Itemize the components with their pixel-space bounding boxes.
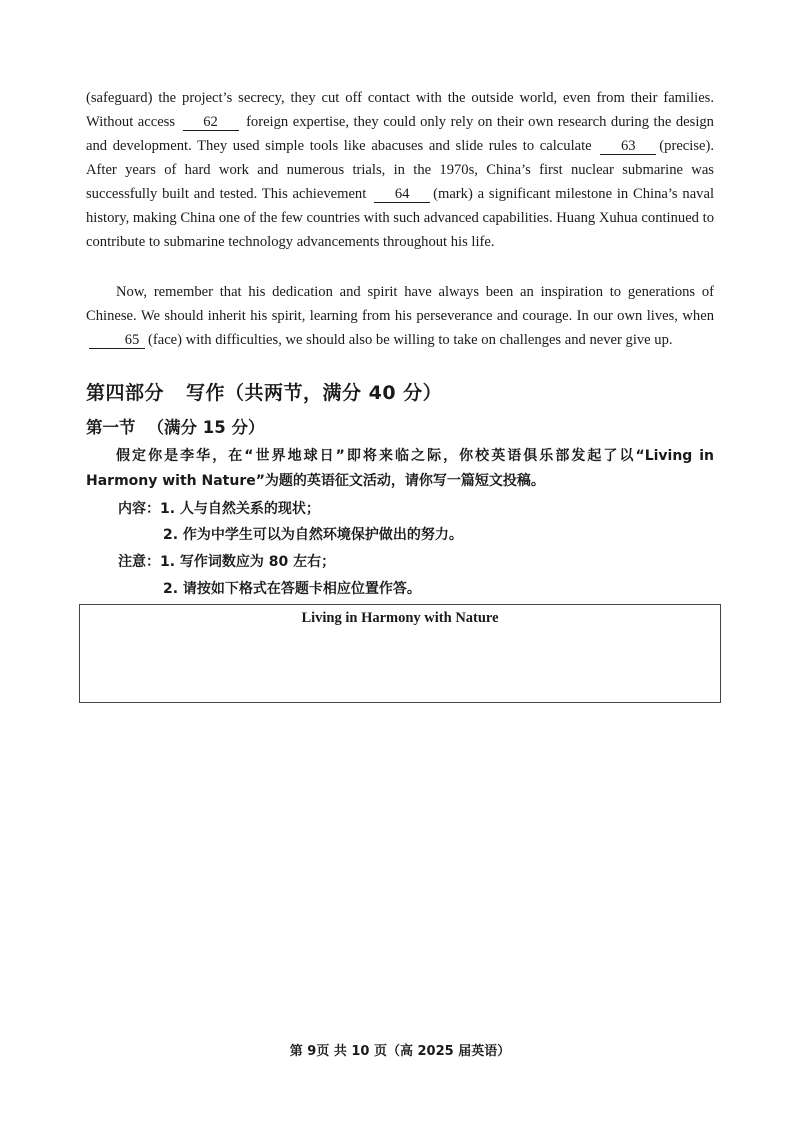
content-requirement-2: 2. 作为中学生可以为自然环境保护做出的努力。 bbox=[163, 527, 463, 543]
passage-text: (face) with difficulties, we should also be willing to take on challenges and never give up. bbox=[148, 332, 673, 348]
answer-box bbox=[79, 604, 721, 703]
passage-paragraph-1 bbox=[86, 86, 714, 254]
note-item: 1. 写作词数应为 80 左右； bbox=[160, 554, 336, 570]
answer-box-title: Living in Harmony with Nature bbox=[301, 610, 499, 626]
passage-text: (safeguard) the project’s secrecy, they cut off contact with the outside world, even from their families. Without access bbox=[86, 90, 714, 130]
passage-text: foreign expertise, they could only rely on their own research during the design and development. They used simple tools like abacuses and slide rules to calculate bbox=[86, 114, 714, 154]
passage-paragraph-2 bbox=[86, 280, 714, 352]
passage-text: Now, remember that his dedication and spirit have always been an inspiration to generations of Chinese. We should inherit his spirit, learning from his perseverance and courage. In our own lives, when bbox=[86, 284, 714, 324]
notes-label: 注意： bbox=[118, 554, 160, 570]
blank-63: 63 bbox=[600, 138, 656, 155]
note-2: 2. 请按如下格式在答题卡相应位置作答。 bbox=[163, 581, 421, 597]
note-1 bbox=[118, 551, 335, 573]
blank-65: 65 bbox=[89, 332, 145, 349]
blank-62: 62 bbox=[183, 114, 239, 131]
page-footer: 第 9页 共 10 页（高 2025 届英语） bbox=[289, 1044, 511, 1059]
section-one-heading bbox=[86, 414, 264, 438]
part-title: 写作（共两节，满分 40 分） bbox=[186, 382, 443, 404]
part-label: 第四部分 bbox=[86, 382, 165, 404]
writing-task-prompt: 假定你是李华，在“世界地球日”即将来临之际，你校英语俱乐部发起了以“Living in Harmony with Nature”为题的英语征文活动，请你写一篇短文投稿。 bbox=[86, 448, 714, 489]
part-four-heading bbox=[86, 378, 442, 405]
section-score: （满分 15 分） bbox=[147, 418, 265, 437]
content-item: 1. 人与自然关系的现状； bbox=[160, 501, 320, 517]
blank-64: 64 bbox=[374, 186, 430, 203]
passage-text: (precise). After years of hard work and numerous trials, in the 1970s, China’s first nuclear submarine was successfully built and tested. This achievement bbox=[86, 138, 714, 202]
section-label: 第一节 bbox=[86, 418, 136, 437]
content-label: 内容： bbox=[118, 501, 160, 517]
passage-text: (mark) a significant milestone in China’s naval history, making China one of the few countries with such advanced capabilities. Huang Xuhua continued to contribute to submarine technology advancements throughout his life. bbox=[86, 186, 715, 250]
content-requirement-1 bbox=[118, 498, 320, 520]
